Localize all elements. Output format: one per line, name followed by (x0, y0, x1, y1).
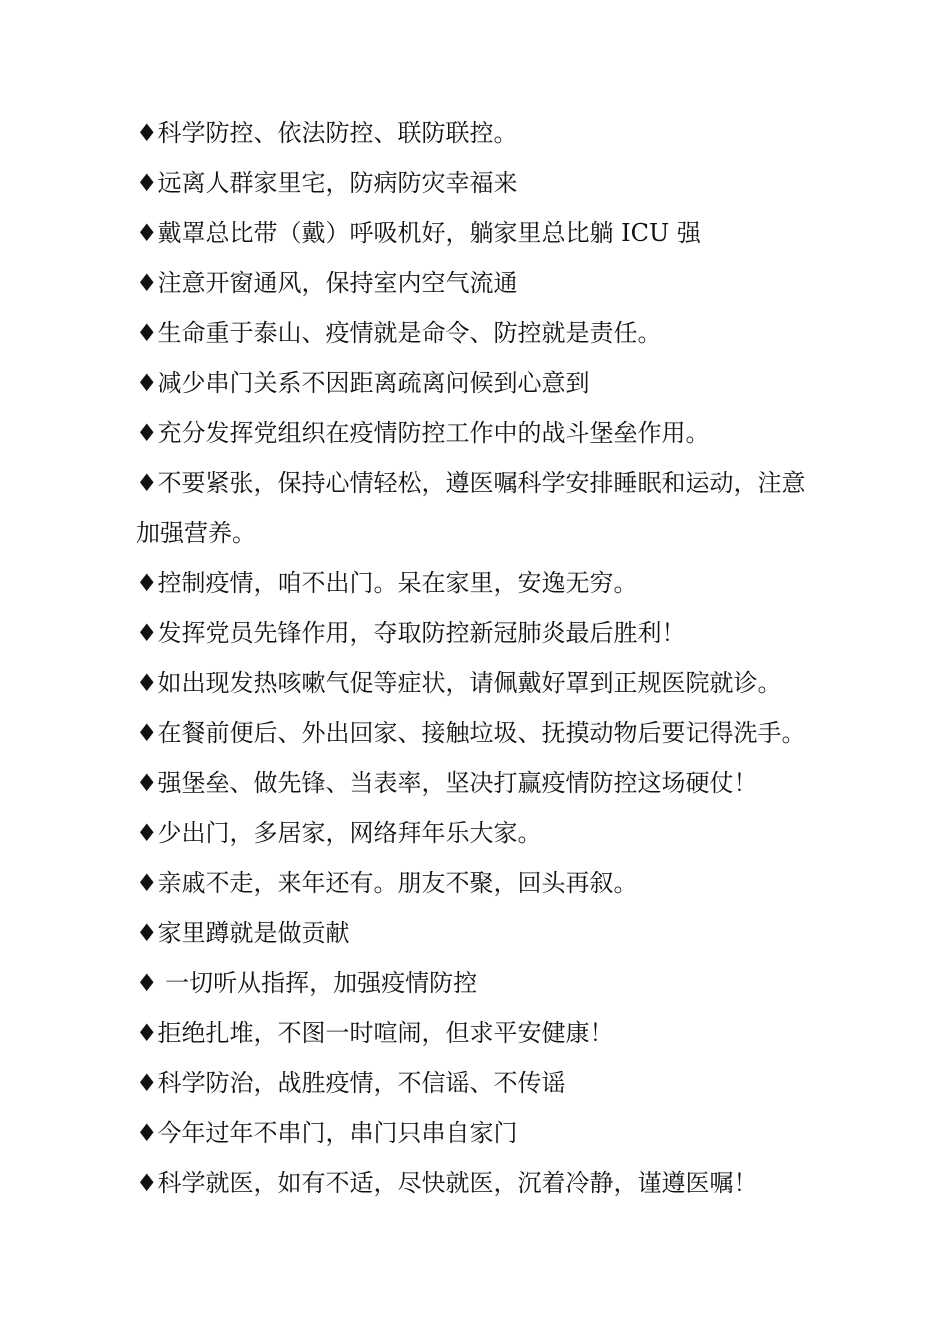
slogan-item: ♦科学防治，战胜疫情，不信谣、不传谣 (136, 1069, 566, 1097)
slogan-item: ♦远离人群家里宅，防病防灾幸福来 (136, 169, 518, 197)
slogan-item: ♦在餐前便后、外出回家、接触垃圾、抚摸动物后要记得洗手。 (136, 719, 806, 747)
slogan-item: ♦ 一切听从指挥，加强疫情防控 (136, 969, 478, 997)
slogan-item: ♦控制疫情，咱不出门。呆在家里，安逸无穷。 (136, 569, 638, 597)
slogan-item: ♦科学防控、依法防控、联防联控。 (136, 119, 518, 147)
slogan-item: ♦亲戚不走，来年还有。朋友不聚，回头再叙。 (136, 869, 638, 897)
slogan-item: ♦充分发挥党组织在疫情防控工作中的战斗堡垒作用。 (136, 419, 710, 447)
slogan-item: ♦如出现发热咳嗽气促等症状，请佩戴好罩到正规医院就诊。 (136, 669, 782, 697)
slogan-item: ♦家里蹲就是做贡献 (136, 919, 350, 947)
slogan-item: ♦发挥党员先锋作用，夺取防控新冠肺炎最后胜利！ (136, 619, 686, 647)
slogan-item: ♦强堡垒、做先锋、当表率，坚决打赢疫情防控这场硬仗！ (136, 769, 758, 797)
slogan-item: ♦拒绝扎堆，不图一时喧闹，但求平安健康！ (136, 1019, 614, 1047)
slogan-item: ♦戴罩总比带（戴）呼吸机好，躺家里总比躺 ICU 强 (136, 219, 701, 247)
slogan-item: ♦科学就医，如有不适，尽快就医，沉着冷静，谨遵医嘱！ (136, 1169, 758, 1197)
slogan-item: ♦少出门，多居家，网络拜年乐大家。 (136, 819, 542, 847)
slogan-item: ♦今年过年不串门，串门只串自家门 (136, 1119, 518, 1147)
slogan-item: ♦不要紧张，保持心情轻松，遵医嘱科学安排睡眠和运动，注意加强营养。 (136, 469, 806, 547)
slogan-list (136, 108, 826, 1208)
slogan-item: ♦生命重于泰山、疫情就是命令、防控就是责任。 (136, 319, 662, 347)
slogan-item: ♦减少串门关系不因距离疏离问候到心意到 (136, 369, 590, 397)
slogan-item: ♦注意开窗通风，保持室内空气流通 (136, 269, 518, 297)
